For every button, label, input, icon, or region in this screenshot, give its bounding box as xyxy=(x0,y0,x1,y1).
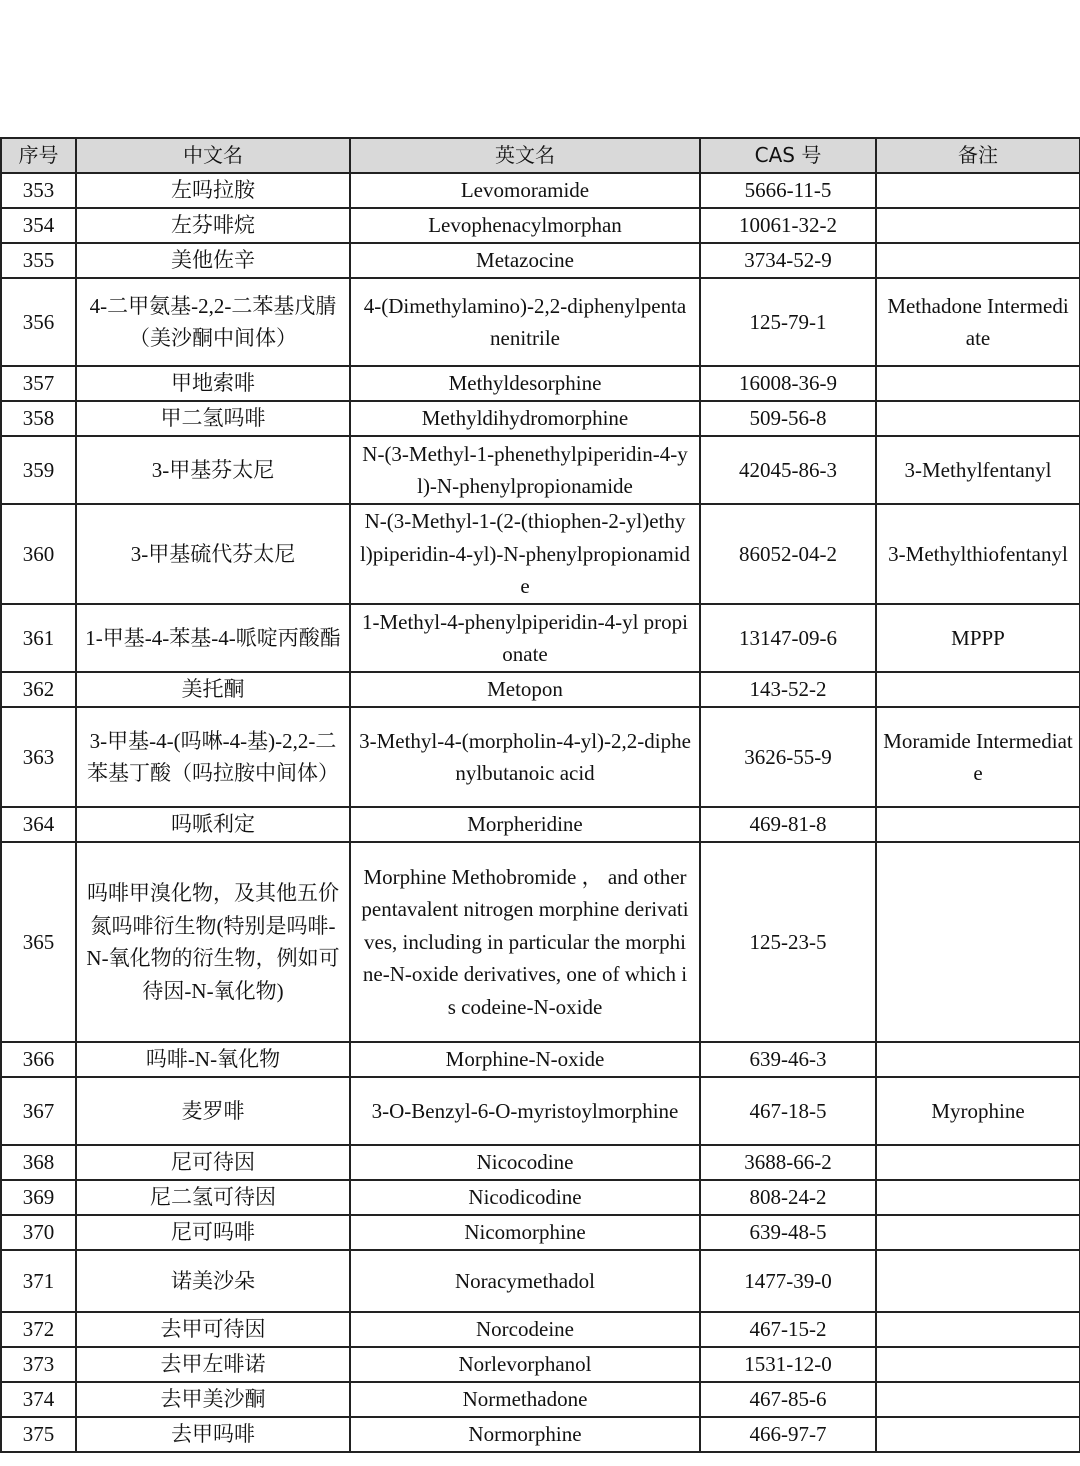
table-row xyxy=(1,1077,1080,1145)
chinese-name-cell: 去甲吗啡 xyxy=(76,1417,350,1452)
cas-number-cell: 16008-36-9 xyxy=(700,366,876,401)
serial-number-cell: 355 xyxy=(1,243,76,278)
chinese-name-cell: 左芬啡烷 xyxy=(76,208,350,243)
chinese-name-cell: 吗啡甲溴化物，及其他五价氮吗啡衍生物(特别是吗啡-N-氧化物的衍生物，例如可待因-N-氧化物) xyxy=(76,842,350,1042)
serial-number-cell: 374 xyxy=(1,1382,76,1417)
serial-number-cell: 366 xyxy=(1,1042,76,1077)
table-row xyxy=(1,1417,1080,1452)
remarks-cell: MPPP xyxy=(876,604,1080,672)
cas-number-cell: 1531-12-0 xyxy=(700,1347,876,1382)
table-body xyxy=(1,173,1080,1452)
cas-number-cell: 5666-11-5 xyxy=(700,173,876,208)
cas-number-cell: 466-97-7 xyxy=(700,1417,876,1452)
serial-number-cell: 354 xyxy=(1,208,76,243)
table-row xyxy=(1,436,1080,504)
cas-number-cell: 3688-66-2 xyxy=(700,1145,876,1180)
serial-number-cell: 359 xyxy=(1,436,76,504)
serial-number-cell: 373 xyxy=(1,1347,76,1382)
cas-number-cell: 808-24-2 xyxy=(700,1180,876,1215)
serial-number-cell: 361 xyxy=(1,604,76,672)
table-row xyxy=(1,401,1080,436)
chinese-name-cell: 诺美沙朵 xyxy=(76,1250,350,1312)
english-name-cell: Morphine-N-oxide xyxy=(350,1042,700,1077)
english-name-cell: Morpheridine xyxy=(350,807,700,842)
remarks-cell: 3-Methylfentanyl xyxy=(876,436,1080,504)
header-english-name: 英文名 xyxy=(350,138,700,173)
table-row xyxy=(1,1382,1080,1417)
chinese-name-cell: 3-甲基-4-(吗啉-4-基)-2,2-二苯基丁酸（吗拉胺中间体） xyxy=(76,707,350,807)
remarks-cell xyxy=(876,842,1080,1042)
english-name-cell: Norcodeine xyxy=(350,1312,700,1347)
english-name-cell: N-(3-Methyl-1-(2-(thiophen-2-yl)ethyl)piperidin-4-yl)-N-phenylpropionamide xyxy=(350,504,700,604)
table-row xyxy=(1,1312,1080,1347)
remarks-cell xyxy=(876,173,1080,208)
cas-number-cell: 509-56-8 xyxy=(700,401,876,436)
cas-number-cell: 3626-55-9 xyxy=(700,707,876,807)
remarks-cell xyxy=(876,1215,1080,1250)
chinese-name-cell: 美他佐辛 xyxy=(76,243,350,278)
serial-number-cell: 370 xyxy=(1,1215,76,1250)
table-row xyxy=(1,807,1080,842)
english-name-cell: Noracymethadol xyxy=(350,1250,700,1312)
remarks-cell xyxy=(876,1347,1080,1382)
cas-number-cell: 86052-04-2 xyxy=(700,504,876,604)
cas-number-cell: 13147-09-6 xyxy=(700,604,876,672)
chinese-name-cell: 尼可待因 xyxy=(76,1145,350,1180)
chinese-name-cell: 3-甲基硫代芬太尼 xyxy=(76,504,350,604)
header-serial-number: 序号 xyxy=(1,138,76,173)
chinese-name-cell: 尼二氢可待因 xyxy=(76,1180,350,1215)
serial-number-cell: 357 xyxy=(1,366,76,401)
cas-number-cell: 10061-32-2 xyxy=(700,208,876,243)
chinese-name-cell: 4-二甲氨基-2,2-二苯基戊腈（美沙酮中间体） xyxy=(76,278,350,366)
header-cas-number: CAS 号 xyxy=(700,138,876,173)
table-row xyxy=(1,366,1080,401)
chinese-name-cell: 甲二氢吗啡 xyxy=(76,401,350,436)
serial-number-cell: 365 xyxy=(1,842,76,1042)
serial-number-cell: 363 xyxy=(1,707,76,807)
table-row xyxy=(1,1215,1080,1250)
cas-number-cell: 42045-86-3 xyxy=(700,436,876,504)
serial-number-cell: 368 xyxy=(1,1145,76,1180)
english-name-cell: Normethadone xyxy=(350,1382,700,1417)
english-name-cell: Nicomorphine xyxy=(350,1215,700,1250)
cas-number-cell: 467-85-6 xyxy=(700,1382,876,1417)
table-row xyxy=(1,1347,1080,1382)
chinese-name-cell: 3-甲基芬太尼 xyxy=(76,436,350,504)
remarks-cell xyxy=(876,1250,1080,1312)
cas-number-cell: 125-79-1 xyxy=(700,278,876,366)
english-name-cell: Methyldesorphine xyxy=(350,366,700,401)
chinese-name-cell: 麦罗啡 xyxy=(76,1077,350,1145)
table-row xyxy=(1,1250,1080,1312)
remarks-cell xyxy=(876,1417,1080,1452)
cas-number-cell: 1477-39-0 xyxy=(700,1250,876,1312)
table-row xyxy=(1,173,1080,208)
serial-number-cell: 367 xyxy=(1,1077,76,1145)
serial-number-cell: 364 xyxy=(1,807,76,842)
cas-number-cell: 467-15-2 xyxy=(700,1312,876,1347)
table-row xyxy=(1,1042,1080,1077)
cas-number-cell: 469-81-8 xyxy=(700,807,876,842)
table-row xyxy=(1,672,1080,707)
english-name-cell: Morphine Methobromide ， and other pentavalent nitrogen morphine derivatives, including in particular the morphine-N-oxide derivatives, one of which is codeine-N-oxide xyxy=(350,842,700,1042)
remarks-cell xyxy=(876,401,1080,436)
remarks-cell xyxy=(876,1312,1080,1347)
remarks-cell xyxy=(876,243,1080,278)
chinese-name-cell: 1-甲基-4-苯基-4-哌啶丙酸酯 xyxy=(76,604,350,672)
serial-number-cell: 358 xyxy=(1,401,76,436)
english-name-cell: N-(3-Methyl-1-phenethylpiperidin-4-yl)-N-phenylpropionamide xyxy=(350,436,700,504)
serial-number-cell: 375 xyxy=(1,1417,76,1452)
chinese-name-cell: 去甲美沙酮 xyxy=(76,1382,350,1417)
remarks-cell xyxy=(876,1382,1080,1417)
cas-number-cell: 125-23-5 xyxy=(700,842,876,1042)
english-name-cell: 4-(Dimethylamino)-2,2-diphenylpentanenitrile xyxy=(350,278,700,366)
cas-number-cell: 467-18-5 xyxy=(700,1077,876,1145)
remarks-cell: Methadone Intermediate xyxy=(876,278,1080,366)
table-header-row xyxy=(1,138,1080,173)
table-row xyxy=(1,504,1080,604)
serial-number-cell: 353 xyxy=(1,173,76,208)
english-name-cell: Nicodicodine xyxy=(350,1180,700,1215)
table-row xyxy=(1,278,1080,366)
english-name-cell: Levophenacylmorphan xyxy=(350,208,700,243)
remarks-cell: Myrophine xyxy=(876,1077,1080,1145)
remarks-cell xyxy=(876,1042,1080,1077)
english-name-cell: Metazocine xyxy=(350,243,700,278)
table-row xyxy=(1,604,1080,672)
header-remarks: 备注 xyxy=(876,138,1080,173)
serial-number-cell: 356 xyxy=(1,278,76,366)
english-name-cell: Normorphine xyxy=(350,1417,700,1452)
cas-number-cell: 639-48-5 xyxy=(700,1215,876,1250)
serial-number-cell: 360 xyxy=(1,504,76,604)
table-row xyxy=(1,243,1080,278)
english-name-cell: Metopon xyxy=(350,672,700,707)
chinese-name-cell: 甲地索啡 xyxy=(76,366,350,401)
remarks-cell xyxy=(876,1145,1080,1180)
serial-number-cell: 371 xyxy=(1,1250,76,1312)
chinese-name-cell: 尼可吗啡 xyxy=(76,1215,350,1250)
english-name-cell: 3-Methyl-4-(morpholin-4-yl)-2,2-diphenylbutanoic acid xyxy=(350,707,700,807)
remarks-cell: Moramide Intermediate xyxy=(876,707,1080,807)
table-row xyxy=(1,707,1080,807)
substance-table-container xyxy=(0,137,1079,1453)
serial-number-cell: 372 xyxy=(1,1312,76,1347)
serial-number-cell: 362 xyxy=(1,672,76,707)
remarks-cell xyxy=(876,208,1080,243)
english-name-cell: Levomoramide xyxy=(350,173,700,208)
table-row xyxy=(1,842,1080,1042)
cas-number-cell: 3734-52-9 xyxy=(700,243,876,278)
cas-number-cell: 639-46-3 xyxy=(700,1042,876,1077)
table-row xyxy=(1,1180,1080,1215)
chinese-name-cell: 去甲可待因 xyxy=(76,1312,350,1347)
remarks-cell: 3-Methylthiofentanyl xyxy=(876,504,1080,604)
english-name-cell: Methyldihydromorphine xyxy=(350,401,700,436)
remarks-cell xyxy=(876,672,1080,707)
serial-number-cell: 369 xyxy=(1,1180,76,1215)
table-row xyxy=(1,1145,1080,1180)
english-name-cell: 3-O-Benzyl-6-O-myristoylmorphine xyxy=(350,1077,700,1145)
english-name-cell: Norlevorphanol xyxy=(350,1347,700,1382)
remarks-cell xyxy=(876,807,1080,842)
cas-number-cell: 143-52-2 xyxy=(700,672,876,707)
chinese-name-cell: 吗啡-N-氧化物 xyxy=(76,1042,350,1077)
english-name-cell: 1-Methyl-4-phenylpiperidin-4-yl propionate xyxy=(350,604,700,672)
substance-table xyxy=(0,137,1080,1453)
header-chinese-name: 中文名 xyxy=(76,138,350,173)
chinese-name-cell: 左吗拉胺 xyxy=(76,173,350,208)
remarks-cell xyxy=(876,1180,1080,1215)
remarks-cell xyxy=(876,366,1080,401)
chinese-name-cell: 吗哌利定 xyxy=(76,807,350,842)
english-name-cell: Nicocodine xyxy=(350,1145,700,1180)
chinese-name-cell: 去甲左啡诺 xyxy=(76,1347,350,1382)
chinese-name-cell: 美托酮 xyxy=(76,672,350,707)
table-row xyxy=(1,208,1080,243)
